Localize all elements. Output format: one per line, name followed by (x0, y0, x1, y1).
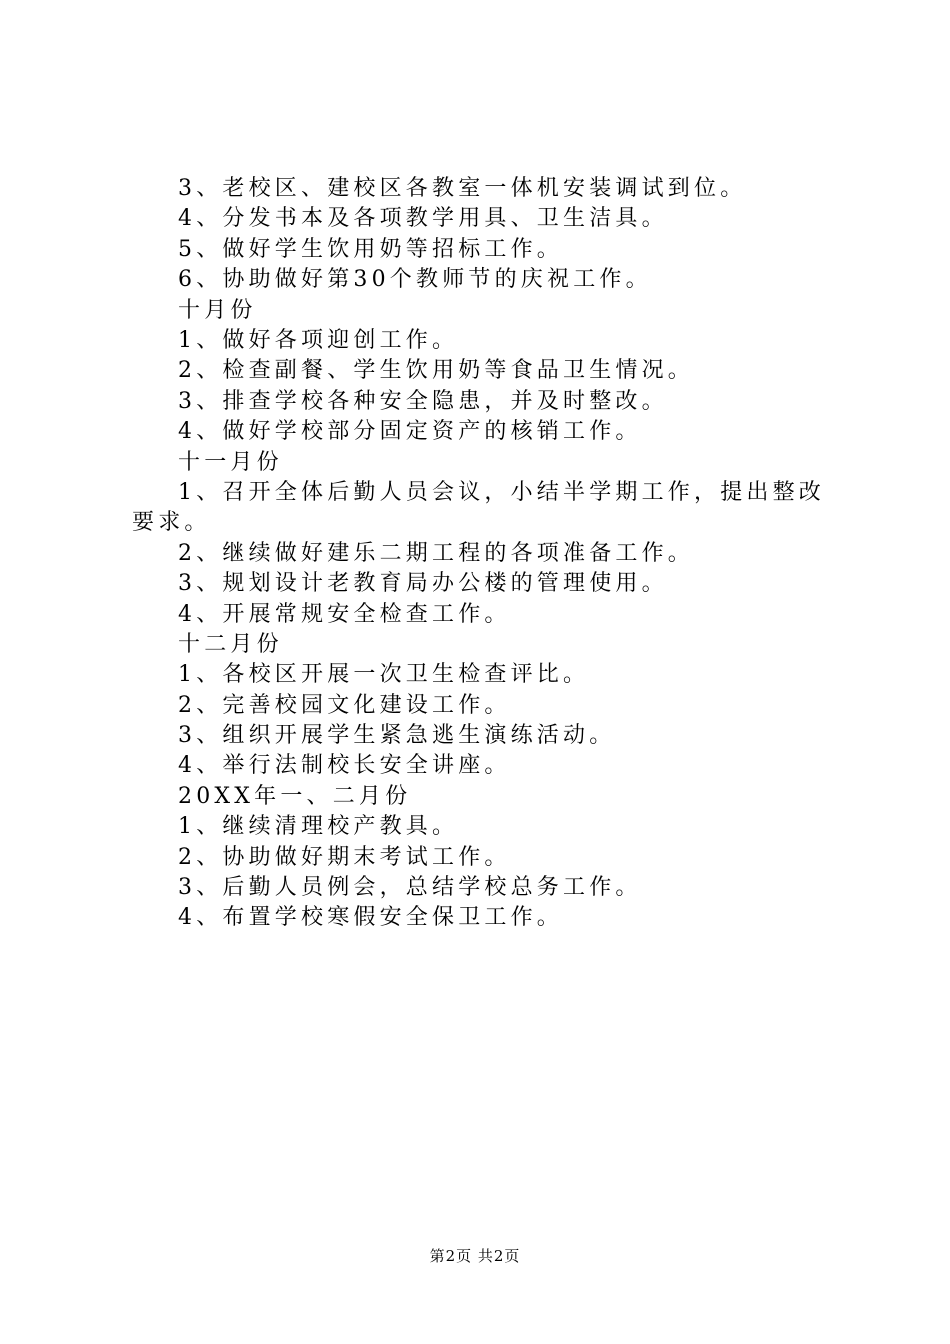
list-item: 5、做好学生饮用奶等招标工作。 (178, 236, 563, 262)
document-body (132, 174, 832, 934)
list-item: 6、协助做好第30个教师节的庆祝工作。 (178, 267, 652, 293)
list-item: 4、开展常规安全检查工作。 (178, 601, 511, 627)
list-item: 3、规划设计老教育局办公楼的管理使用。 (178, 571, 668, 597)
list-item: 1、各校区开展一次卫生检查评比。 (178, 662, 590, 688)
list-item: 2、协助做好期末考试工作。 (178, 844, 511, 870)
list-item: 4、布置学校寒假安全保卫工作。 (178, 905, 563, 931)
list-item: 2、继续做好建乐二期工程的各项准备工作。 (178, 540, 694, 566)
list-item: 1、召开全体后勤人员会议，小结半学期工作，提出整改要求。 (132, 479, 825, 536)
page-number-footer: 第2页 共2页 (429, 1247, 521, 1265)
section-heading-october: 十月份 (178, 297, 257, 323)
list-item: 3、组织开展学生紧急逃生演练活动。 (178, 723, 616, 749)
list-item: 3、老校区、建校区各教室一体机安装调试到位。 (178, 176, 747, 201)
list-item: 1、做好各项迎创工作。 (178, 327, 459, 353)
list-item: 3、后勤人员例会，总结学校总务工作。 (178, 875, 642, 901)
section-heading-jan-feb: 20XX年一、二月份 (178, 783, 412, 809)
list-item: 4、分发书本及各项教学用具、卫生洁具。 (178, 206, 668, 232)
list-item: 1、继续清理校产教具。 (178, 814, 459, 840)
list-item: 2、完善校园文化建设工作。 (178, 692, 511, 718)
section-heading-november: 十一月份 (178, 449, 283, 475)
list-item: 3、排查学校各种安全隐患，并及时整改。 (178, 388, 668, 414)
list-item: 4、做好学校部分固定资产的核销工作。 (178, 419, 642, 445)
list-item: 4、举行法制校长安全讲座。 (178, 753, 511, 779)
list-item: 2、检查副餐、学生饮用奶等食品卫生情况。 (178, 358, 694, 384)
section-heading-december: 十二月份 (178, 631, 283, 657)
